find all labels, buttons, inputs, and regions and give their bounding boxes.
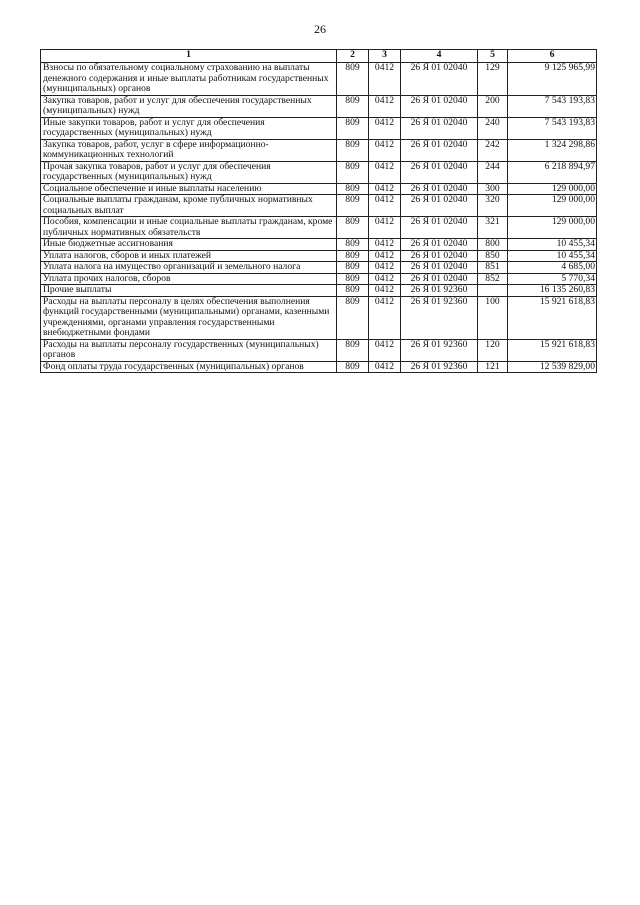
row-name: Социальные выплаты гражданам, кроме публичных нормативных социальных выплат <box>41 195 337 217</box>
row-rz-code: 0412 <box>369 195 401 217</box>
table-row <box>41 285 597 297</box>
header-col-2: 2 <box>337 50 369 63</box>
row-name: Социальное обеспечение и иные выплаты населению <box>41 183 337 195</box>
row-rz-code: 0412 <box>369 339 401 361</box>
row-rz-code: 0412 <box>369 239 401 251</box>
row-csr-code: 26 Я 01 02040 <box>401 273 478 285</box>
row-gr-code: 809 <box>337 239 369 251</box>
row-gr-code: 809 <box>337 183 369 195</box>
row-rz-code: 0412 <box>369 95 401 117</box>
row-gr-code: 809 <box>337 296 369 339</box>
table-header <box>41 50 597 63</box>
row-name: Взносы по обязательному социальному страхованию на выплаты денежного содержания и иные выплаты работникам государственных (муниципальных) органов <box>41 63 337 96</box>
row-vr-code: 200 <box>478 95 508 117</box>
header-col-5: 5 <box>478 50 508 63</box>
row-amount: 6 218 894,97 <box>508 161 597 183</box>
table-row <box>41 161 597 183</box>
table-row <box>41 239 597 251</box>
row-vr-code: 120 <box>478 339 508 361</box>
row-vr-code: 244 <box>478 161 508 183</box>
row-name: Уплата налога на имущество организаций и земельного налога <box>41 262 337 274</box>
row-name: Закупка товаров, работ и услуг для обеспечения государственных (муниципальных) нужд <box>41 95 337 117</box>
row-vr-code: 850 <box>478 250 508 262</box>
row-name: Уплата прочих налогов, сборов <box>41 273 337 285</box>
row-gr-code: 809 <box>337 117 369 139</box>
row-vr-code: 800 <box>478 239 508 251</box>
row-name: Прочая закупка товаров, работ и услуг для обеспечения государственных (муниципальных) нужд <box>41 161 337 183</box>
row-csr-code: 26 Я 01 92360 <box>401 361 478 373</box>
header-col-6: 6 <box>508 50 597 63</box>
table-row <box>41 250 597 262</box>
row-gr-code: 809 <box>337 161 369 183</box>
row-csr-code: 26 Я 01 02040 <box>401 217 478 239</box>
row-csr-code: 26 Я 01 02040 <box>401 195 478 217</box>
row-gr-code: 809 <box>337 217 369 239</box>
header-col-4: 4 <box>401 50 478 63</box>
row-vr-code: 320 <box>478 195 508 217</box>
table-body <box>41 63 597 373</box>
row-gr-code: 809 <box>337 273 369 285</box>
header-col-1: 1 <box>41 50 337 63</box>
row-amount: 129 000,00 <box>508 183 597 195</box>
row-amount: 15 921 618,83 <box>508 339 597 361</box>
row-amount: 15 921 618,83 <box>508 296 597 339</box>
row-vr-code: 300 <box>478 183 508 195</box>
row-name: Закупка товаров, работ, услуг в сфере информационно-коммуникационных технологий <box>41 139 337 161</box>
row-name: Иные закупки товаров, работ и услуг для обеспечения государственных (муниципальных) нужд <box>41 117 337 139</box>
row-amount: 5 770,34 <box>508 273 597 285</box>
row-vr-code: 852 <box>478 273 508 285</box>
table-row <box>41 95 597 117</box>
row-rz-code: 0412 <box>369 139 401 161</box>
row-amount: 4 685,00 <box>508 262 597 274</box>
row-amount: 7 543 193,83 <box>508 117 597 139</box>
row-amount: 7 543 193,83 <box>508 95 597 117</box>
row-rz-code: 0412 <box>369 285 401 297</box>
table-row <box>41 139 597 161</box>
row-amount: 129 000,00 <box>508 195 597 217</box>
row-gr-code: 809 <box>337 139 369 161</box>
row-gr-code: 809 <box>337 250 369 262</box>
row-vr-code: 100 <box>478 296 508 339</box>
row-rz-code: 0412 <box>369 183 401 195</box>
row-csr-code: 26 Я 01 02040 <box>401 139 478 161</box>
table-row <box>41 296 597 339</box>
table-row <box>41 339 597 361</box>
row-csr-code: 26 Я 01 02040 <box>401 161 478 183</box>
row-name: Расходы на выплаты персоналу государственных (муниципальных) органов <box>41 339 337 361</box>
row-csr-code: 26 Я 01 02040 <box>401 95 478 117</box>
row-rz-code: 0412 <box>369 361 401 373</box>
row-vr-code: 242 <box>478 139 508 161</box>
table-row <box>41 195 597 217</box>
row-gr-code: 809 <box>337 195 369 217</box>
table-row <box>41 273 597 285</box>
row-rz-code: 0412 <box>369 262 401 274</box>
row-name: Прочие выплаты <box>41 285 337 297</box>
row-rz-code: 0412 <box>369 250 401 262</box>
row-amount: 9 125 965,99 <box>508 63 597 96</box>
row-gr-code: 809 <box>337 285 369 297</box>
row-name: Фонд оплаты труда государственных (муниципальных) органов <box>41 361 337 373</box>
budget-table <box>40 49 597 373</box>
table-row <box>41 117 597 139</box>
row-name: Иные бюджетные ассигнования <box>41 239 337 251</box>
row-vr-code: 121 <box>478 361 508 373</box>
row-amount: 10 455,34 <box>508 250 597 262</box>
row-gr-code: 809 <box>337 361 369 373</box>
row-rz-code: 0412 <box>369 217 401 239</box>
row-gr-code: 809 <box>337 63 369 96</box>
row-name: Расходы на выплаты персоналу в целях обеспечения выполнения функций государственными (муниципальными) органами, казенными учреждениями, органами управления государственными внебюджетными фондами <box>41 296 337 339</box>
row-name: Пособия, компенсации и иные социальные выплаты гражданам, кроме публичных нормативных обязательств <box>41 217 337 239</box>
row-csr-code: 26 Я 01 02040 <box>401 63 478 96</box>
row-csr-code: 26 Я 01 92360 <box>401 285 478 297</box>
row-amount: 16 135 260,83 <box>508 285 597 297</box>
row-rz-code: 0412 <box>369 63 401 96</box>
table-row <box>41 217 597 239</box>
row-rz-code: 0412 <box>369 296 401 339</box>
row-name: Уплата налогов, сборов и иных платежей <box>41 250 337 262</box>
row-vr-code: 321 <box>478 217 508 239</box>
row-amount: 1 324 298,86 <box>508 139 597 161</box>
row-amount: 12 539 829,00 <box>508 361 597 373</box>
row-rz-code: 0412 <box>369 273 401 285</box>
row-amount: 10 455,34 <box>508 239 597 251</box>
row-csr-code: 26 Я 01 92360 <box>401 339 478 361</box>
table-row <box>41 361 597 373</box>
table-row <box>41 262 597 274</box>
header-col-3: 3 <box>369 50 401 63</box>
page-number: 26 <box>314 22 326 36</box>
row-gr-code: 809 <box>337 262 369 274</box>
row-csr-code: 26 Я 01 02040 <box>401 117 478 139</box>
row-gr-code: 809 <box>337 95 369 117</box>
row-csr-code: 26 Я 01 02040 <box>401 262 478 274</box>
row-vr-code <box>478 285 508 297</box>
row-rz-code: 0412 <box>369 117 401 139</box>
row-amount: 129 000,00 <box>508 217 597 239</box>
header-row <box>41 50 597 63</box>
row-rz-code: 0412 <box>369 161 401 183</box>
table-row <box>41 183 597 195</box>
row-csr-code: 26 Я 01 02040 <box>401 250 478 262</box>
row-csr-code: 26 Я 01 02040 <box>401 239 478 251</box>
row-csr-code: 26 Я 01 92360 <box>401 296 478 339</box>
row-vr-code: 240 <box>478 117 508 139</box>
row-vr-code: 851 <box>478 262 508 274</box>
row-gr-code: 809 <box>337 339 369 361</box>
row-vr-code: 129 <box>478 63 508 96</box>
row-csr-code: 26 Я 01 02040 <box>401 183 478 195</box>
table-row <box>41 63 597 96</box>
